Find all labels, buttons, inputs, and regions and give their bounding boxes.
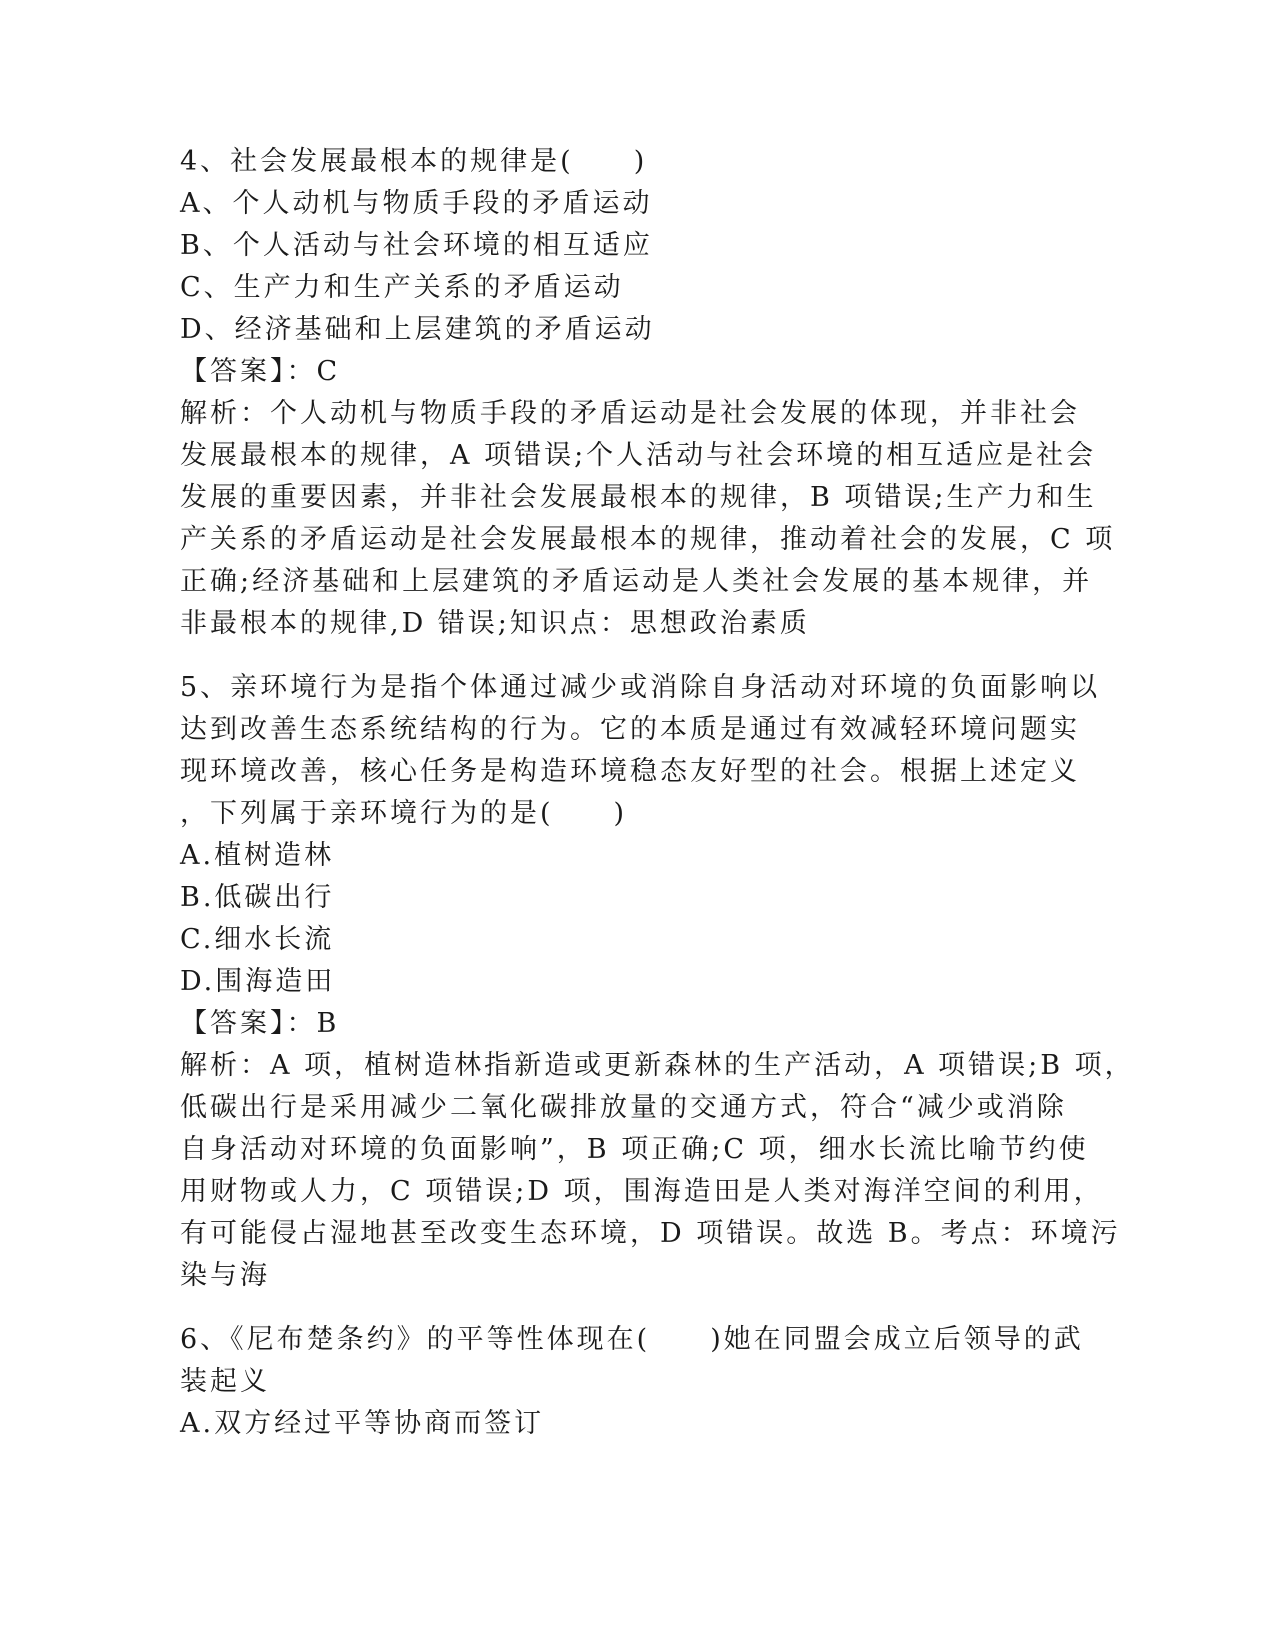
option-b: B.低碳出行: [180, 882, 335, 913]
analysis-line: 非最根本的规律,D 错误;知识点：思想政治素质: [180, 608, 810, 639]
analysis-line: 有可能侵占湿地甚至改变生态环境，D 项错误。故选 B。考点：环境污: [180, 1218, 1121, 1249]
question-stem: 达到改善生态系统结构的行为。它的本质是通过有效减轻环境问题实: [180, 714, 1080, 745]
question-stem: 6、《尼布楚条约》的平等性体现在( )她在同盟会成立后领导的武: [180, 1324, 1084, 1355]
analysis-line: 解析：A 项，植树造林指新造或更新森林的生产活动，A 项错误;B 项，: [180, 1050, 1135, 1081]
option-c: C、生产力和生产关系的矛盾运动: [180, 272, 624, 303]
question-6: [180, 1319, 1084, 1445]
analysis-line: 发展的重要因素，并非社会发展最根本的规律，B 项错误;生产力和生: [180, 482, 1097, 513]
analysis-line: 发展最根本的规律，A 项错误;个人活动与社会环境的相互适应是社会: [180, 440, 1097, 471]
option-b: B、个人活动与社会环境的相互适应: [180, 230, 653, 261]
analysis-line: 染与海: [180, 1260, 270, 1291]
question-stem: 4、社会发展最根本的规律是( ): [180, 146, 648, 177]
analysis-line: 用财物或人力，C 项错误;D 项，围海造田是人类对海洋空间的利用，: [180, 1176, 1104, 1207]
question-stem: 5、亲环境行为是指个体通过减少或消除自身活动对环境的负面影响以: [180, 672, 1101, 703]
option-a: A.植树造林: [180, 840, 335, 871]
option-a: A、个人动机与物质手段的矛盾运动: [180, 188, 653, 219]
answer-line: 【答案】：C: [180, 356, 341, 387]
analysis-line: 解析：个人动机与物质手段的矛盾运动是社会发展的体现，并非社会: [180, 398, 1080, 429]
question-stem: ，下列属于亲环境行为的是( ): [180, 798, 628, 829]
question-4: [180, 141, 1116, 645]
analysis-line: 正确;经济基础和上层建筑的矛盾运动是人类社会发展的基本规律，并: [180, 566, 1093, 597]
option-c: C.细水长流: [180, 924, 335, 955]
option-d: D.围海造田: [180, 966, 336, 997]
analysis-line: 自身活动对环境的负面影响”，B 项正确;C 项，细水长流比喻节约使: [180, 1134, 1089, 1165]
option-a: A.双方经过平等协商而签订: [180, 1408, 545, 1439]
question-5: [180, 667, 1135, 1297]
analysis-line: 产关系的矛盾运动是社会发展最根本的规律，推动着社会的发展，C 项: [180, 524, 1116, 555]
document-page: [180, 141, 1135, 1445]
answer-line: 【答案】：B: [180, 1008, 340, 1039]
option-d: D、经济基础和上层建筑的矛盾运动: [180, 314, 655, 345]
question-stem: 装起义: [180, 1366, 270, 1397]
analysis-line: 低碳出行是采用减少二氧化碳排放量的交通方式，符合“减少或消除: [180, 1092, 1067, 1123]
question-stem: 现环境改善，核心任务是构造环境稳态友好型的社会。根据上述定义: [180, 756, 1080, 787]
